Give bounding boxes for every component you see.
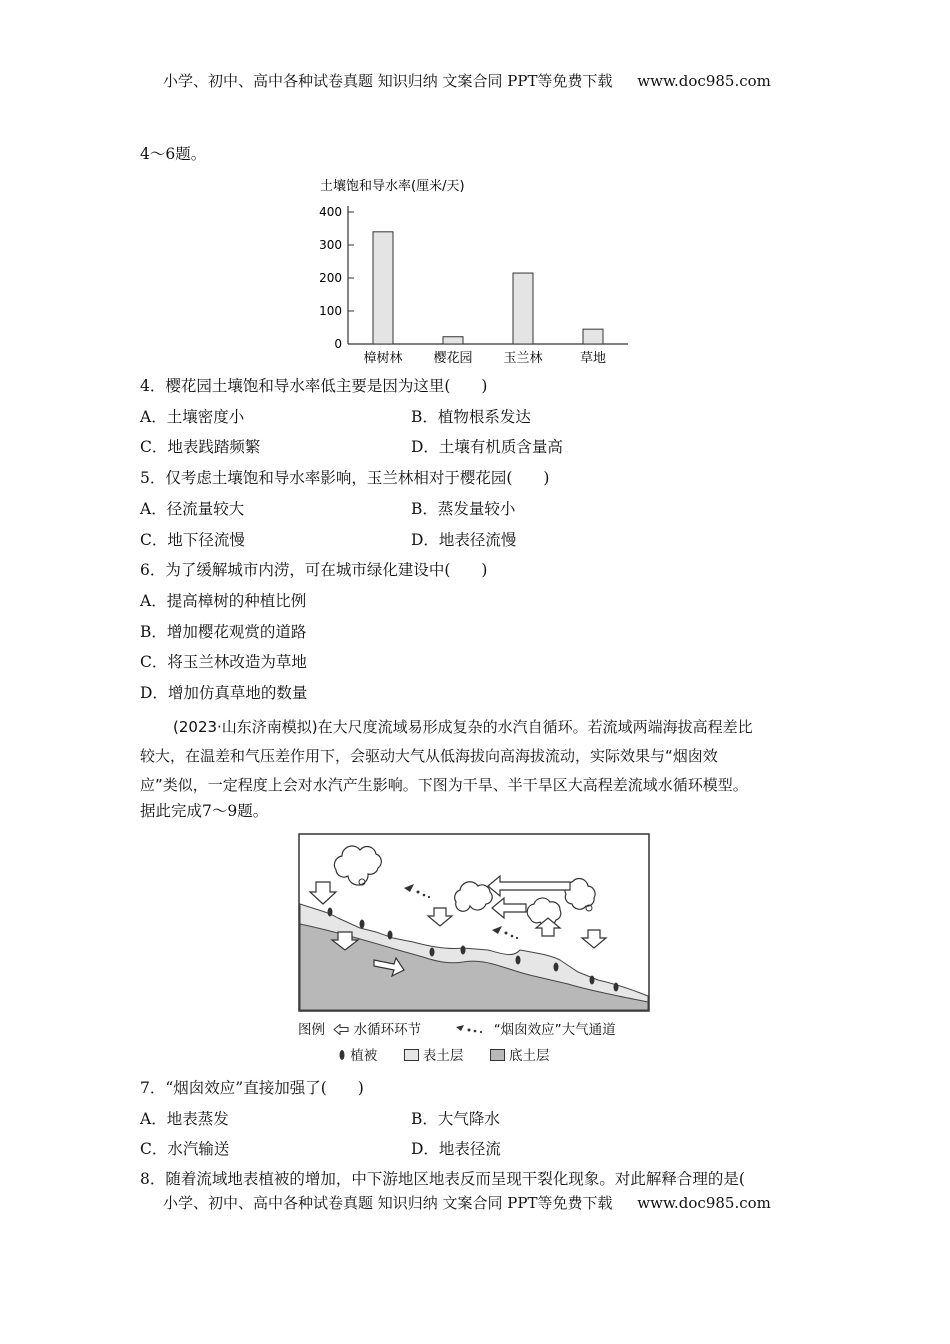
header-url[interactable]: www.doc985.com xyxy=(637,72,771,90)
bar-草地 xyxy=(583,329,603,344)
legend-top-label: 表土层 xyxy=(422,1048,464,1064)
q6-option-d[interactable]: D．增加仿真草地的数量 xyxy=(140,684,308,702)
q8-stem: 8．随着流域地表植被的增加，中下游地区地表反而呈现干裂化现象。对此解释合理的是( xyxy=(140,1170,745,1188)
passage-line-4: 据此完成7～9题。 xyxy=(140,802,269,820)
q5-option-a[interactable]: A．径流量较大 xyxy=(140,500,245,518)
q5-stem: 5．仅考虑土壤饱和导水率影响，玉兰林相对于樱花园( ) xyxy=(140,469,550,487)
q4-option-c[interactable]: C．地表践踏频繁 xyxy=(140,438,261,456)
x-tick-label: 樟树林 xyxy=(363,351,403,366)
q6-option-b[interactable]: B．增加樱花观赏的道路 xyxy=(140,623,307,641)
q5-option-b[interactable]: B．蒸发量较小 xyxy=(411,500,516,518)
bar-樟树林 xyxy=(373,232,393,344)
bar-樱花园 xyxy=(443,337,463,344)
legend-cycle-label: 水循环环节 xyxy=(353,1022,422,1038)
passage-line-1: (2023·山东济南模拟)在大尺度流域易形成复杂的水汽自循环。若流域两端海拔高程差比 xyxy=(173,718,753,736)
q6-option-a[interactable]: A．提高樟树的种植比例 xyxy=(140,592,307,610)
y-tick-label: 400 xyxy=(319,205,342,219)
y-tick-label: 200 xyxy=(319,271,342,285)
legend-row-1 xyxy=(298,1018,616,1038)
q4-stem: 4．樱花园土壤饱和导水率低主要是因为这里( ) xyxy=(140,377,488,395)
legend-bottom-label: 底土层 xyxy=(508,1048,550,1064)
passage-line-2: 较大，在温差和气压差作用下，会驱动大气从低海拔向高海拔流动，实际效果与“烟囱效 xyxy=(140,747,718,765)
x-tick-label: 玉兰林 xyxy=(503,351,543,366)
q7-option-b[interactable]: B．大气降水 xyxy=(411,1110,500,1128)
passage-line-3: 应”类似，一定程度上会对水汽产生影响。下图为干旱、半干旱区大高程差流域水循环模型。 xyxy=(140,776,748,794)
chart-title: 土壤饱和导水率(厘米/天) xyxy=(320,179,465,194)
y-tick-label: 0 xyxy=(334,337,342,351)
footer-text: 小学、初中、高中各种试卷真题 知识归纳 文案合同 PPT等免费下载 xyxy=(163,1194,613,1212)
legend-title: 图例 xyxy=(298,1022,325,1038)
subsoil-swatch-icon xyxy=(490,1049,505,1061)
q7-stem: 7．“烟囱效应”直接加强了( ) xyxy=(140,1079,364,1097)
q4-option-d[interactable]: D．土壤有机质含量高 xyxy=(411,438,563,456)
bar-玉兰林 xyxy=(513,273,533,344)
q4-option-b[interactable]: B．植物根系发达 xyxy=(411,408,531,426)
q5-option-c[interactable]: C．地下径流慢 xyxy=(140,531,245,549)
water-cycle-diagram xyxy=(298,832,652,1014)
bar-chart xyxy=(300,172,650,372)
q7-option-a[interactable]: A．地表蒸发 xyxy=(140,1110,229,1128)
q5-option-d[interactable]: D．地表径流慢 xyxy=(411,531,517,549)
footer-url[interactable]: www.doc985.com xyxy=(637,1194,771,1212)
chart-bars xyxy=(363,232,606,366)
vegetation-icon xyxy=(338,1049,346,1061)
q7-option-d[interactable]: D．地表径流 xyxy=(411,1140,501,1158)
intro-tail: 4～6题。 xyxy=(140,145,207,163)
y-tick-label: 100 xyxy=(319,304,342,318)
dotted-arrow-icon xyxy=(455,1024,489,1035)
header-text: 小学、初中、高中各种试卷真题 知识归纳 文案合同 PPT等免费下载 xyxy=(163,72,613,90)
chart-axes xyxy=(319,205,628,351)
q7-option-c[interactable]: C．水汽输送 xyxy=(140,1140,230,1158)
legend-row-2 xyxy=(338,1044,549,1064)
q6-option-c[interactable]: C．将玉兰林改造为草地 xyxy=(140,653,307,671)
footer-banner xyxy=(163,1192,771,1213)
x-tick-label: 樱花园 xyxy=(433,351,473,366)
legend-veg-label: 植被 xyxy=(350,1048,378,1064)
header-banner xyxy=(163,70,771,91)
q6-stem: 6．为了缓解城市内涝，可在城市绿化建设中( ) xyxy=(140,561,488,579)
hollow-arrow-icon xyxy=(333,1024,349,1035)
q4-option-a[interactable]: A．土壤密度小 xyxy=(140,408,245,426)
x-tick-label: 草地 xyxy=(579,351,607,366)
legend-chimney-label: “烟囱效应”大气通道 xyxy=(493,1022,616,1038)
y-tick-label: 300 xyxy=(319,238,342,252)
topsoil-swatch-icon xyxy=(404,1049,419,1061)
